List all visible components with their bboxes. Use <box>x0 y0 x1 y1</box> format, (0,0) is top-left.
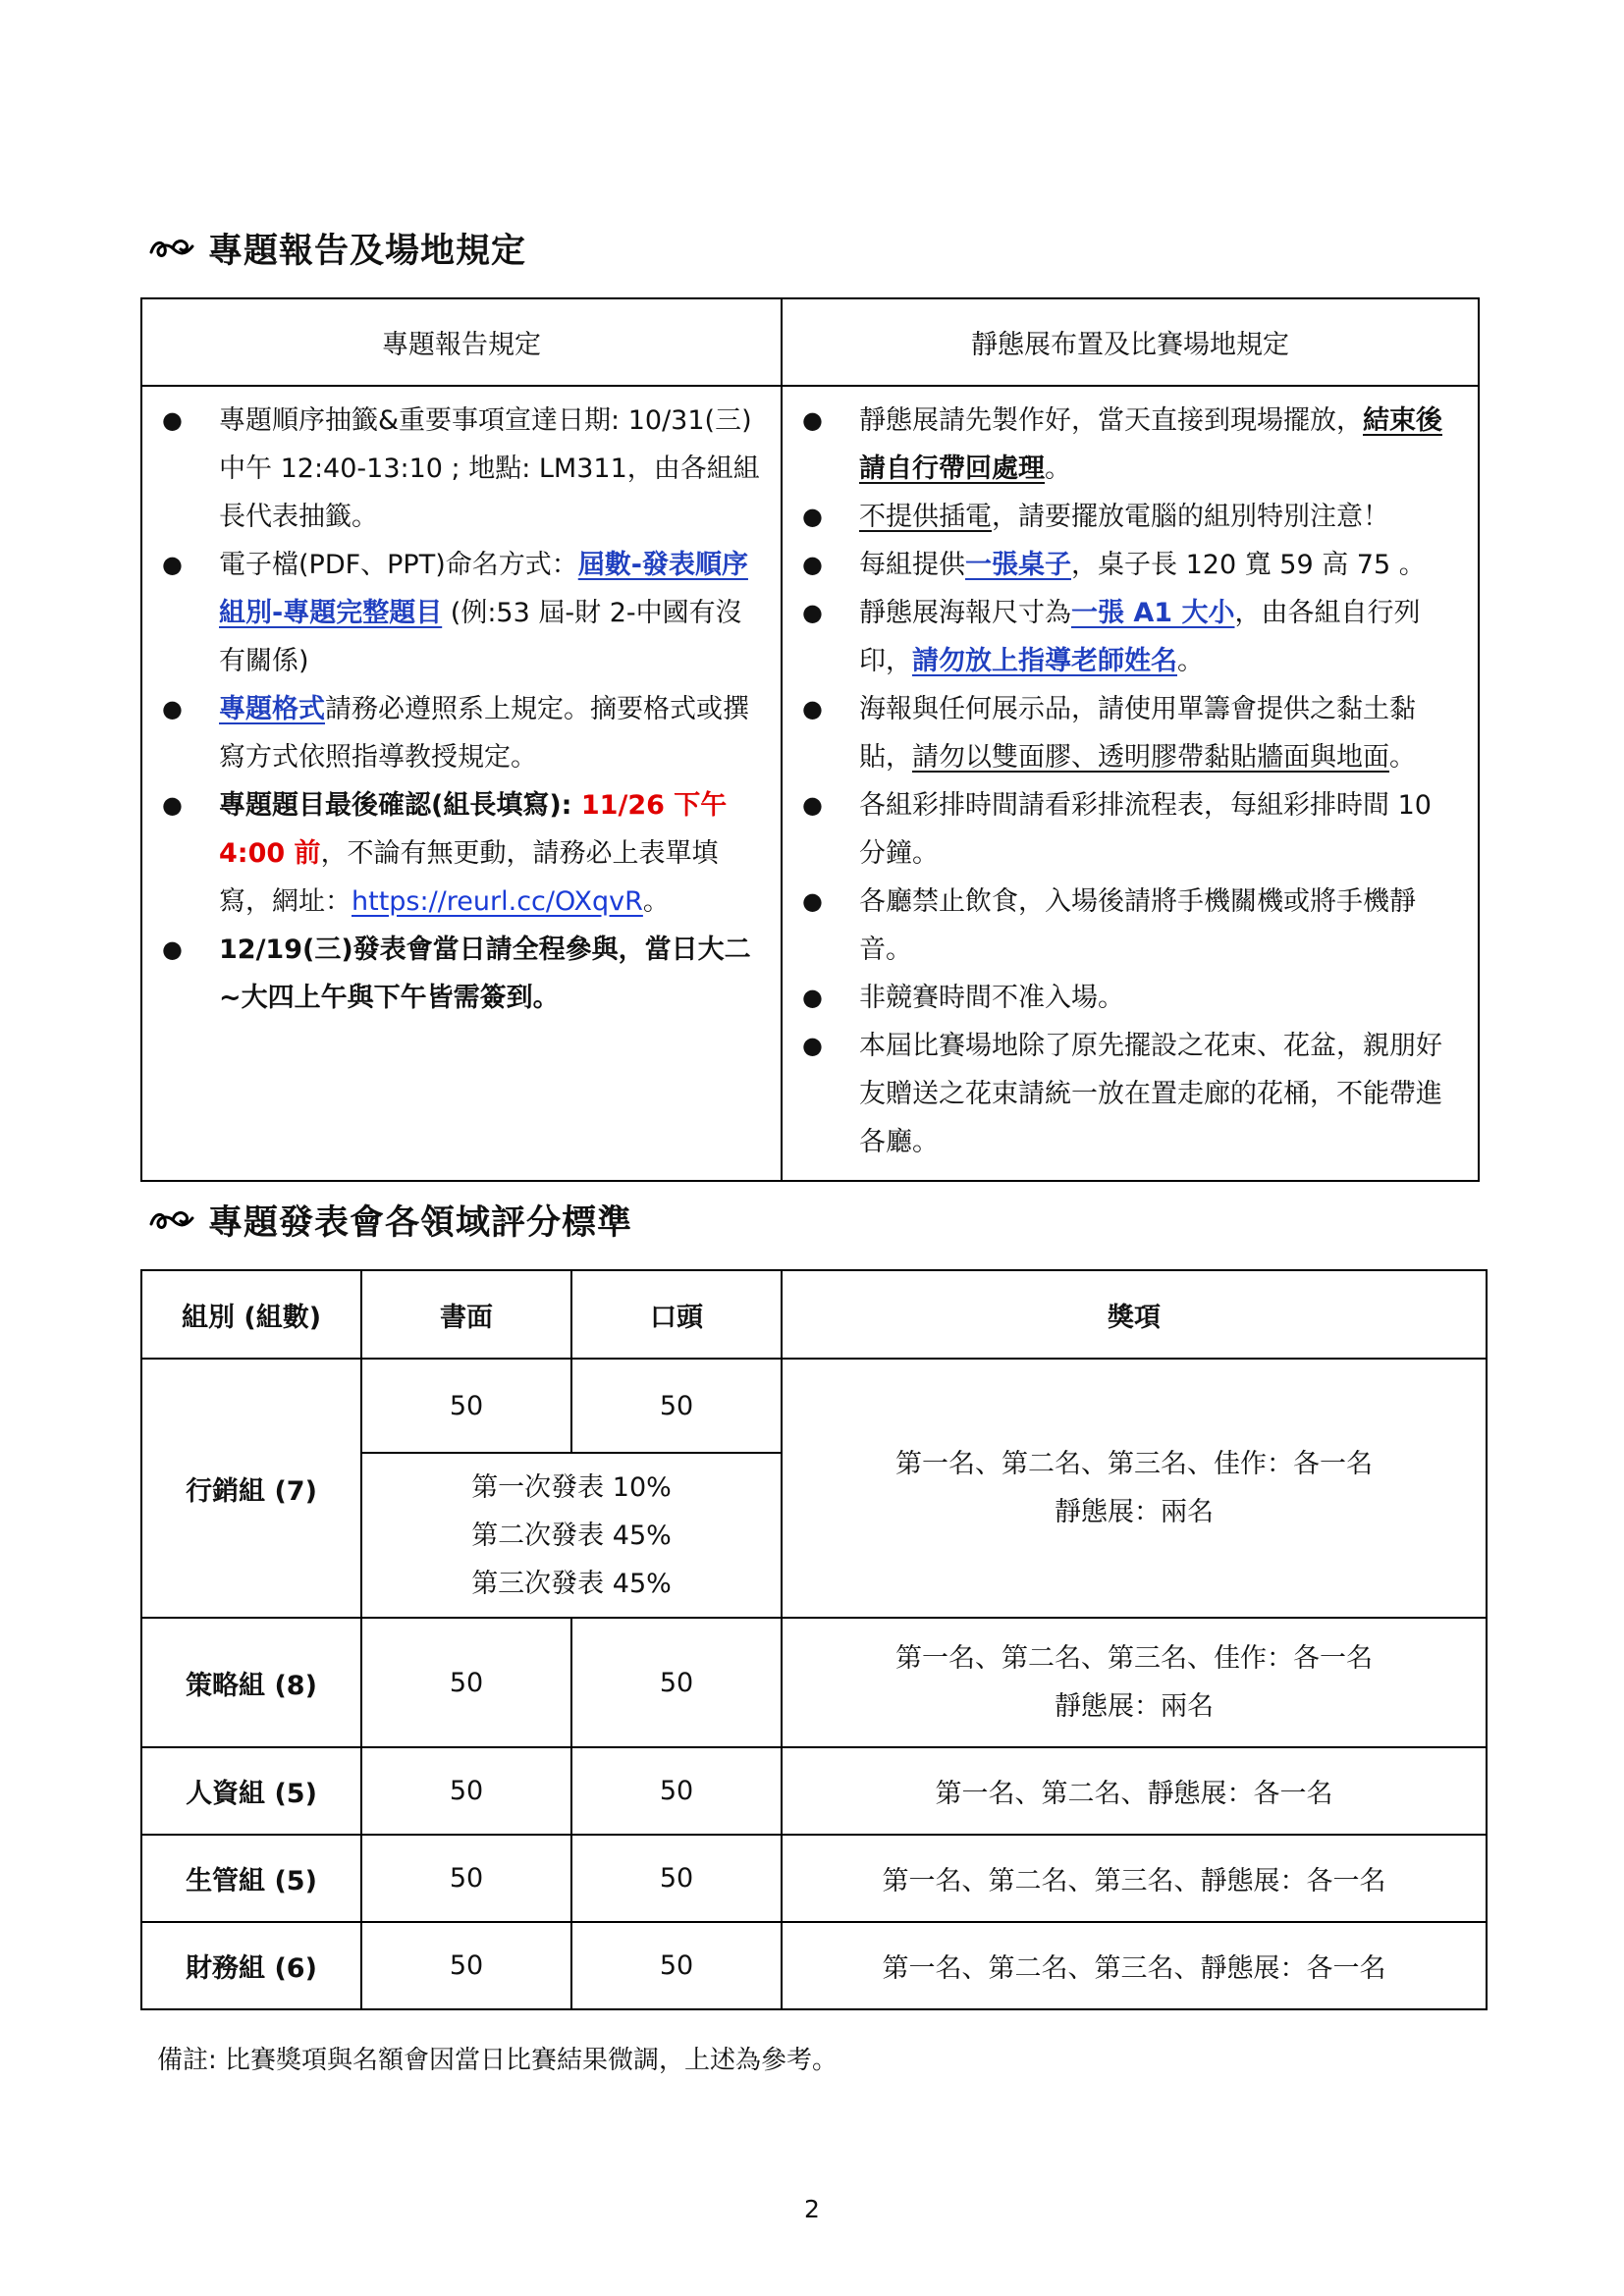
ornament-icon <box>149 235 194 262</box>
group-cell: 財務組 (6) <box>141 1922 361 2009</box>
list-item: ● 本屆比賽場地除了原先擺設之花束、花盆，親朋好友贈送之花束請統一放在置走廊的花桶，不能帶進各廳。 <box>792 1022 1464 1166</box>
col-header-awards: 獎項 <box>782 1270 1487 1359</box>
list-item: ● 各廳禁止飲食，入場後請將手機關機或將手機靜音。 <box>792 878 1464 974</box>
col-header-written: 書面 <box>361 1270 571 1359</box>
scoring-table <box>140 1269 1488 2010</box>
group-cell: 人資組 (5) <box>141 1747 361 1835</box>
right-header: 靜態展布置及比賽場地規定 <box>782 298 1479 386</box>
rules-table <box>140 297 1480 1182</box>
venue-rules-cell <box>782 386 1479 1181</box>
list-item: ● 專題順序抽籤&重要事項宣達日期: 10/31(三) 中午 12:40-13:10 ; 地點: LM311，由各組組長代表抽籤。 <box>152 397 767 541</box>
remark-note: 備註: 比賽獎項與名額會因當日比賽結果微調，上述為參考。 <box>157 2046 839 2075</box>
presentation-weights: 第一次發表 10% 第二次發表 45% 第三次發表 45% <box>361 1453 782 1618</box>
list-item: ● 專題題目最後確認(組長填寫): 11/26 下午 4:00 前，不論有無更動，請務必上表單填寫，網址：https://reurl.cc/OXqvR。 <box>152 781 767 926</box>
oral-score: 50 <box>571 1359 782 1453</box>
awards-cell: 第一名、第二名、靜態展：各一名 <box>782 1747 1487 1835</box>
col-header-group: 組別 (組數) <box>141 1270 361 1359</box>
left-header: 專題報告規定 <box>141 298 782 386</box>
awards-cell: 第一名、第二名、第三名、佳作：各一名 靜態展：兩名 <box>782 1359 1487 1618</box>
section-title: 專題發表會各領域評分標準 <box>208 1203 633 1243</box>
list-item: ● 靜態展海報尺寸為一張 A1 大小，由各組自行列印，請勿放上指導老師姓名。 <box>792 589 1464 685</box>
list-item: ● 各組彩排時間請看彩排流程表，每組彩排時間 10 分鐘。 <box>792 781 1464 878</box>
list-item: ● 12/19(三)發表會當日請全程參與，當日大二~大四上午與下午皆需簽到。 <box>152 926 767 1022</box>
report-rules-cell <box>141 386 782 1181</box>
list-item: ● 海報與任何展示品，請使用單籌會提供之黏土黏貼，請勿以雙面膠、透明膠帶黏貼牆面與地面。 <box>792 685 1464 781</box>
written-score: 50 <box>361 1618 571 1747</box>
ornament-icon <box>149 1206 194 1234</box>
written-score: 50 <box>361 1922 571 2009</box>
written-score: 50 <box>361 1747 571 1835</box>
form-link[interactable]: https://reurl.cc/OXqvR <box>352 886 643 917</box>
awards-cell: 第一名、第二名、第三名、佳作：各一名 靜態展：兩名 <box>782 1618 1487 1747</box>
oral-score: 50 <box>571 1922 782 2009</box>
oral-score: 50 <box>571 1835 782 1922</box>
awards-cell: 第一名、第二名、第三名、靜態展：各一名 <box>782 1922 1487 2009</box>
list-item: ● 專題格式請務必遵照系上規定。摘要格式或撰寫方式依照指導教授規定。 <box>152 685 767 781</box>
oral-score: 50 <box>571 1747 782 1835</box>
awards-cell: 第一名、第二名、第三名、靜態展：各一名 <box>782 1835 1487 1922</box>
section-title: 專題報告及場地規定 <box>208 232 527 271</box>
list-item: ● 電子檔(PDF、PPT)命名方式：屆數-發表順序組別-專題完整題目 (例:53 屆-財 2-中國有沒有關係) <box>152 541 767 685</box>
section-heading-rules <box>149 224 526 273</box>
list-item: ● 不提供插電，請要擺放電腦的組別特別注意！ <box>792 493 1464 541</box>
group-cell: 行銷組 (7) <box>141 1359 361 1618</box>
list-item: ● 每組提供一張桌子，桌子長 120 寬 59 高 75 。 <box>792 541 1464 589</box>
written-score: 50 <box>361 1835 571 1922</box>
group-cell: 策略組 (8) <box>141 1618 361 1747</box>
group-cell: 生管組 (5) <box>141 1835 361 1922</box>
col-header-oral: 口頭 <box>571 1270 782 1359</box>
oral-score: 50 <box>571 1618 782 1747</box>
written-score: 50 <box>361 1359 571 1453</box>
page-number: 2 <box>804 2195 820 2223</box>
list-item: ● 非競賽時間不准入場。 <box>792 974 1464 1022</box>
list-item: ● 靜態展請先製作好，當天直接到現場擺放，結束後請自行帶回處理。 <box>792 397 1464 493</box>
section-heading-scoring <box>149 1196 632 1245</box>
